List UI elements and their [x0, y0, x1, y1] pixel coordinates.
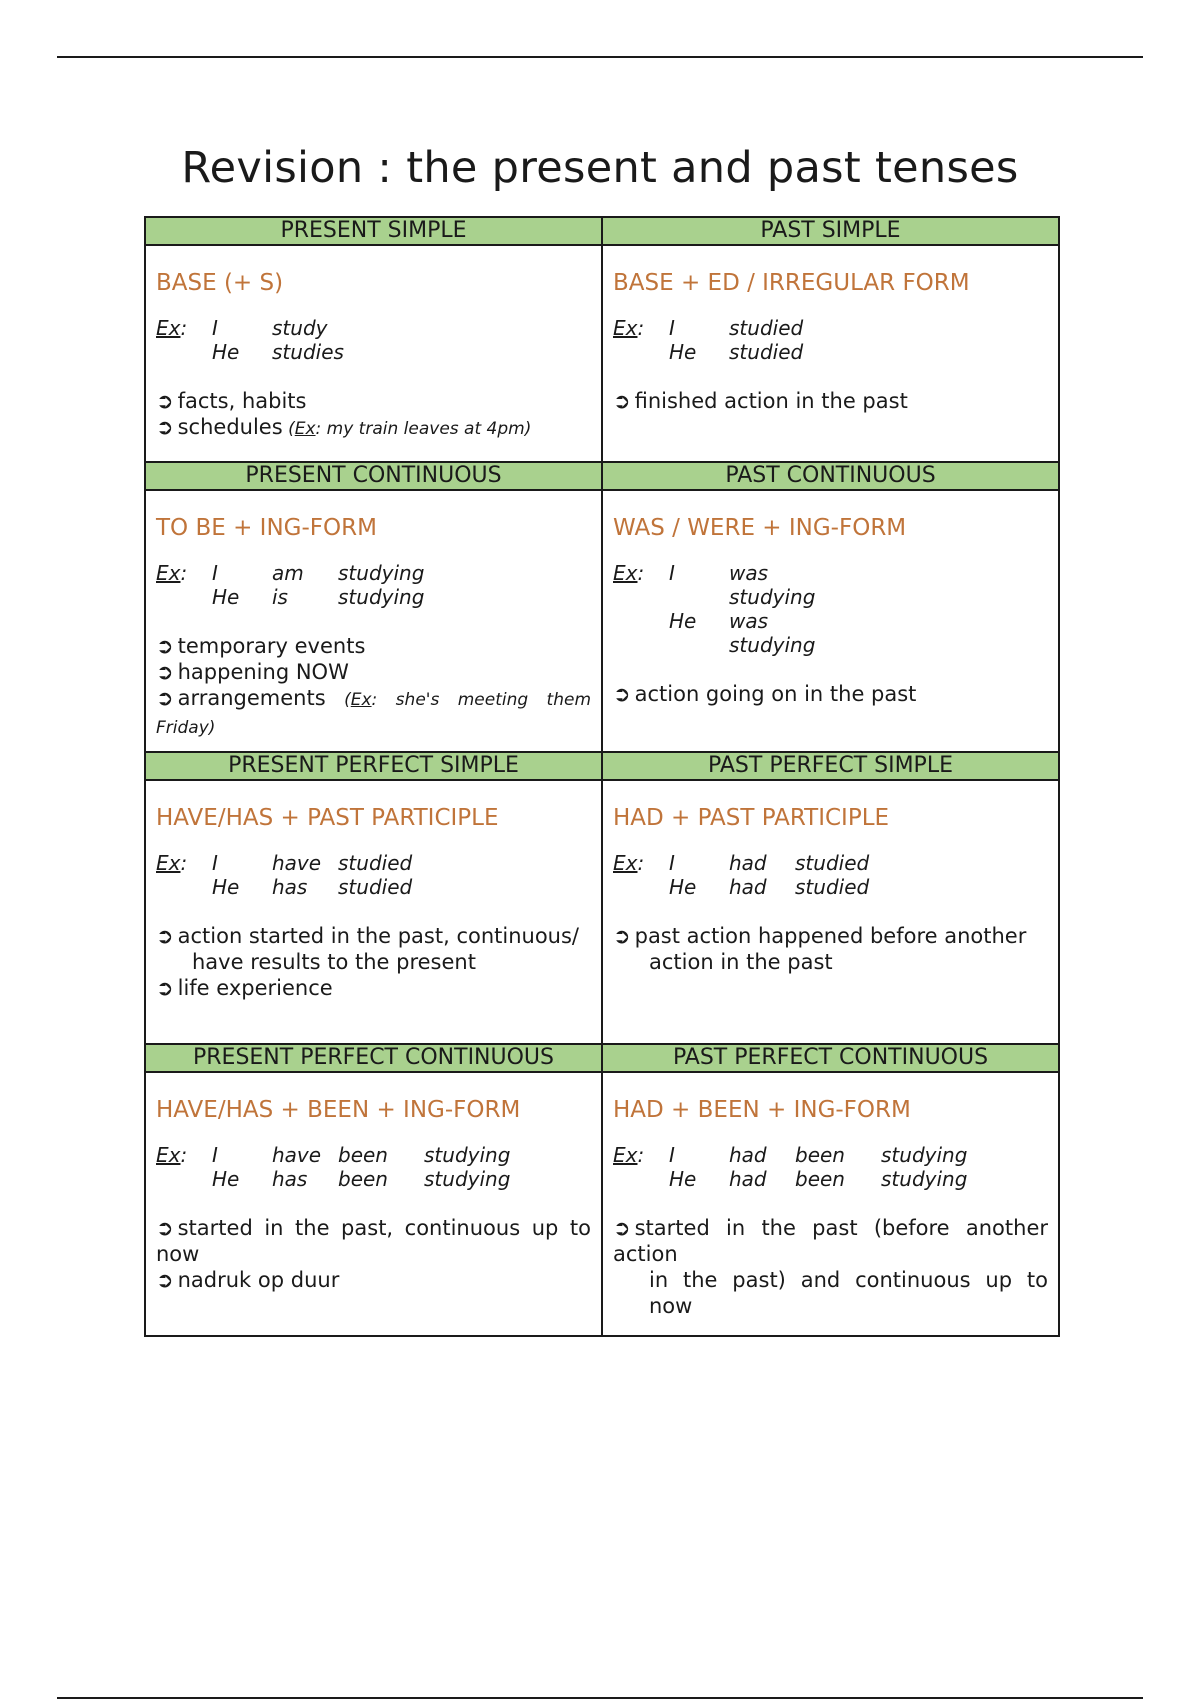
example-label: Ex : [613, 851, 657, 875]
arrow-icon: ➲ [156, 1268, 174, 1292]
example-word: He [212, 340, 240, 364]
note-text: : she's meeting them Friday) [156, 690, 592, 738]
example-word: He [669, 609, 697, 633]
example-spacer [156, 875, 200, 899]
usage-item [156, 685, 591, 741]
example-word: have [272, 851, 322, 875]
usage-text: started in the past (before another action [613, 1216, 1048, 1266]
arrow-icon: ➲ [613, 682, 631, 706]
usage-continuation: have results to the present [192, 950, 476, 974]
arrow-icon: ➲ [156, 660, 174, 684]
example-word: studied [338, 851, 413, 875]
usage-continuation: in the past) and continuous up to now [649, 1268, 1048, 1318]
example-word: has [272, 1167, 308, 1191]
example-spacer [156, 585, 200, 609]
tense-formula: TO BE + ING-FORM [156, 515, 377, 541]
tense-formula: WAS / WERE + ING-FORM [613, 515, 907, 541]
header-row [145, 462, 1059, 490]
content-row [145, 245, 1059, 462]
example-word: I [212, 851, 218, 875]
tense-header: PRESENT SIMPLE [145, 217, 602, 245]
header-row [145, 1044, 1059, 1072]
header-row [145, 752, 1059, 780]
arrow-icon: ➲ [613, 1216, 631, 1240]
usage-item [156, 388, 591, 414]
example-word: He [669, 875, 697, 899]
usage-text: life experience [177, 976, 333, 1000]
arrow-icon: ➲ [156, 389, 174, 413]
content-row [145, 780, 1059, 1044]
tense-formula: HAD + PAST PARTICIPLE [613, 805, 890, 831]
arrow-icon: ➲ [613, 389, 631, 413]
usage-text: schedules [177, 415, 283, 439]
usage-text: happening NOW [177, 660, 349, 684]
example-spacer [613, 340, 657, 364]
example-word: studied [729, 340, 804, 364]
example-label: Ex : [613, 561, 657, 609]
usage-item [613, 923, 1048, 949]
example-word: studies [272, 340, 344, 364]
example-word: had [729, 875, 767, 899]
example-block [156, 561, 591, 609]
usage-item [613, 681, 1048, 707]
example-label: Ex : [613, 1143, 657, 1167]
example-word: had [729, 1143, 767, 1167]
usage-text: action going on in the past [634, 682, 917, 706]
bottom-rule [57, 1697, 1143, 1699]
example-word: He [212, 1167, 240, 1191]
example-word: been [795, 1167, 845, 1191]
example-spacer [156, 340, 200, 364]
example-block [156, 316, 591, 364]
note-text: : my train leaves at 4pm) [315, 419, 532, 439]
tense-cell [145, 1072, 602, 1336]
example-word: studying [881, 1167, 968, 1191]
example-word: He [669, 1167, 697, 1191]
arrow-icon: ➲ [156, 976, 174, 1000]
arrow-icon: ➲ [156, 1216, 174, 1240]
example-word: studied [795, 851, 870, 875]
tense-header: PRESENT PERFECT SIMPLE [145, 752, 602, 780]
example-word: studying [424, 1167, 511, 1191]
example-word: studied [795, 875, 870, 899]
usage-item [613, 1215, 1048, 1267]
example-spacer [613, 1167, 657, 1191]
usage-note [283, 419, 532, 439]
example-label: Ex : [156, 1143, 200, 1167]
tense-header: PAST PERFECT SIMPLE [602, 752, 1059, 780]
example-word: He [212, 585, 240, 609]
arrow-icon: ➲ [156, 924, 174, 948]
tense-header: PAST PERFECT CONTINUOUS [602, 1044, 1059, 1072]
usage-text: finished action in the past [634, 389, 908, 413]
usage-text: started in the past, continuous up to now [156, 1216, 591, 1266]
tense-cell [602, 245, 1059, 462]
note-example-label: Ex [350, 690, 372, 710]
example-word: studying [338, 561, 425, 585]
example-word: I [212, 1143, 218, 1167]
usage-continuation: action in the past [649, 950, 833, 974]
example-word: I [669, 851, 675, 875]
arrow-icon: ➲ [156, 634, 174, 658]
example-word: was studying [729, 561, 816, 609]
note-prefix: ( [288, 419, 295, 439]
example-block [156, 851, 591, 899]
tense-formula: BASE + ED / IRREGULAR FORM [613, 270, 970, 296]
tense-cell [602, 780, 1059, 1044]
example-word: been [338, 1167, 388, 1191]
example-spacer [613, 875, 657, 899]
example-block [613, 316, 1048, 364]
usage-item [156, 1267, 591, 1293]
tense-header: PAST CONTINUOUS [602, 462, 1059, 490]
example-label: Ex : [156, 851, 200, 875]
usage-text: past action happened before another [634, 924, 1027, 948]
arrow-icon: ➲ [156, 415, 174, 439]
usage-item [613, 388, 1048, 414]
usage-item [156, 659, 591, 685]
example-block [613, 561, 1048, 657]
example-word: studying [881, 1143, 968, 1167]
example-word: been [795, 1143, 845, 1167]
tense-formula: HAVE/HAS + BEEN + ING-FORM [156, 1097, 521, 1123]
example-word: studying [338, 585, 425, 609]
example-word: studying [424, 1143, 511, 1167]
tense-header: PRESENT CONTINUOUS [145, 462, 602, 490]
example-word: He [669, 340, 697, 364]
tense-formula: HAD + BEEN + ING-FORM [613, 1097, 911, 1123]
example-label: Ex : [156, 561, 200, 585]
example-word: studied [338, 875, 413, 899]
example-word: was studying [729, 609, 816, 657]
usage-text: arrangements [177, 686, 326, 710]
tense-cell [145, 490, 602, 752]
example-spacer [156, 1167, 200, 1191]
example-word: I [212, 561, 218, 585]
note-example-label: Ex [294, 419, 316, 439]
example-word: am [272, 561, 304, 585]
usage-text: temporary events [177, 634, 366, 658]
example-word: I [669, 1143, 675, 1167]
example-word: study [272, 316, 328, 340]
example-word: is [272, 585, 288, 609]
example-label: Ex : [156, 316, 200, 340]
arrow-icon: ➲ [156, 686, 174, 710]
example-word: studied [729, 316, 804, 340]
tense-cell [145, 245, 602, 462]
usage-item [156, 633, 591, 659]
example-word: He [212, 875, 240, 899]
page-title: Revision : the present and past tenses [181, 143, 1019, 193]
usage-item [156, 923, 591, 949]
content-row [145, 490, 1059, 752]
example-word: I [212, 316, 218, 340]
arrow-icon: ➲ [613, 924, 631, 948]
usage-item [156, 414, 591, 442]
usage-text: facts, habits [177, 389, 307, 413]
example-block [613, 1143, 1048, 1191]
example-word: have [272, 1143, 322, 1167]
header-row [145, 217, 1059, 245]
example-word: had [729, 1167, 767, 1191]
usage-item [156, 975, 591, 1001]
tenses-table [144, 216, 1060, 1337]
example-word: I [669, 316, 675, 340]
tense-formula: BASE (+ S) [156, 270, 284, 296]
tense-header: PRESENT PERFECT CONTINUOUS [145, 1044, 602, 1072]
tense-formula: HAVE/HAS + PAST PARTICIPLE [156, 805, 499, 831]
tense-cell [145, 780, 602, 1044]
usage-text: nadruk op duur [177, 1268, 340, 1292]
note-prefix: ( [344, 690, 351, 710]
tense-cell [602, 490, 1059, 752]
example-word: has [272, 875, 308, 899]
example-word: had [729, 851, 767, 875]
content-row [145, 1072, 1059, 1336]
example-label: Ex : [613, 316, 657, 340]
example-word: I [669, 561, 675, 585]
usage-item [156, 1215, 591, 1267]
tense-cell [602, 1072, 1059, 1336]
usage-text: action started in the past, continuous/ [177, 924, 580, 948]
example-word: been [338, 1143, 388, 1167]
top-rule [57, 56, 1143, 58]
example-block [613, 851, 1048, 899]
tense-header: PAST SIMPLE [602, 217, 1059, 245]
example-spacer [613, 609, 657, 657]
example-block [156, 1143, 591, 1191]
